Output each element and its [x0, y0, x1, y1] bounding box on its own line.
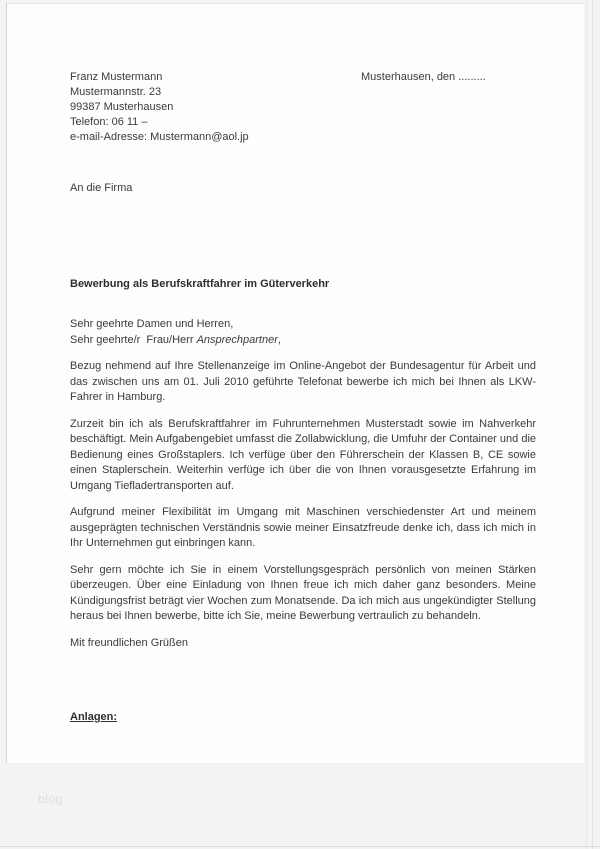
subject-line: Bewerbung als Berufskraftfahrer im Güterverkehr: [70, 277, 330, 290]
page-edge-line-bottom: [0, 846, 600, 847]
sender-street: Mustermannstr. 23: [70, 86, 162, 98]
salutation-line-2-suffix: ,: [277, 333, 281, 346]
salutation-line-2-prefix: Sehr geehrte/r Frau/Herr: [70, 333, 197, 346]
salutation-line-2-italic: Ansprechpartner: [196, 333, 278, 346]
letter-content: [7, 4, 584, 726]
letter-page: [6, 3, 584, 763]
date-line: Musterhausen, den .........: [361, 71, 486, 83]
body-paragraph-1: Bezug nehmend auf Ihre Stellenanzeige im Online-Angebot der Bundesagentur für Arbeit und das zwischen uns am 01. Juli 2010 geführte Telefonat bewerbe ich mich bei Ihnen als LKW-Fahrer in Hamburg.: [70, 360, 536, 403]
sender-phone: Telefon: 06 11 –: [70, 116, 148, 128]
body-paragraph-4: Sehr gern möchte ich Sie in einem Vorstellungsgespräch persönlich von meinen Stärken überzeugen. Über eine Einladung von Ihnen freue ich mich daher ganz besonders. Meine Kündigungsfrist beträgt vier Wochen zum Monatsende. Da ich mich aus ungekündigter Stellung heraus bei Ihnen bewerbe, bitte ich Sie, meine Bewerbung vertraulich zu behandeln.: [70, 563, 536, 622]
page-edge-line-right-inner: [592, 0, 593, 849]
salutation-block: [70, 317, 536, 348]
closing-line: Mit freundlichen Grüßen: [70, 636, 188, 649]
sender-name: Franz Mustermann: [70, 71, 163, 83]
body-paragraph-2: Zurzeit bin ich als Berufskraftfahrer im Fuhrunternehmen Musterstadt sowie im Nahverkehr beschäftigt. Mein Aufgabengebiet umfasst die Zollabwicklung, die Umfuhr der Container und die Bedienung eines Großstaplers. Ich verfüge über den Führerschein der Klassen B, CE sowie einen Staplerschein. Weiterhin verfüge ich über die von Ihnen vorausgesetzte Erfahrung im Umgang Tiefladertransporten auf.: [70, 417, 536, 492]
recipient-line: An die Firma: [70, 182, 133, 194]
body-paragraph-3: Aufgrund meiner Flexibilität im Umgang mit Maschinen verschiedenster Art und meinem ausgeprägten technischen Verständnis sowie meiner Einsatzfreude denke ich, dass ich mich in Ihr Unternehmen gut einbringen kann.: [70, 506, 536, 549]
page-edge-line-right-outer: [586, 0, 587, 849]
salutation-line-1: Sehr geehrte Damen und Herren,: [70, 318, 234, 330]
blog-watermark: blog: [38, 792, 63, 806]
letter-header: [70, 70, 536, 145]
enclosures-label: Anlagen:: [70, 711, 118, 723]
sender-email: e-mail-Adresse: Mustermann@aol.jp: [70, 131, 249, 143]
sender-city: 99387 Musterhausen: [70, 101, 174, 113]
salutation-line-2: [70, 333, 536, 349]
